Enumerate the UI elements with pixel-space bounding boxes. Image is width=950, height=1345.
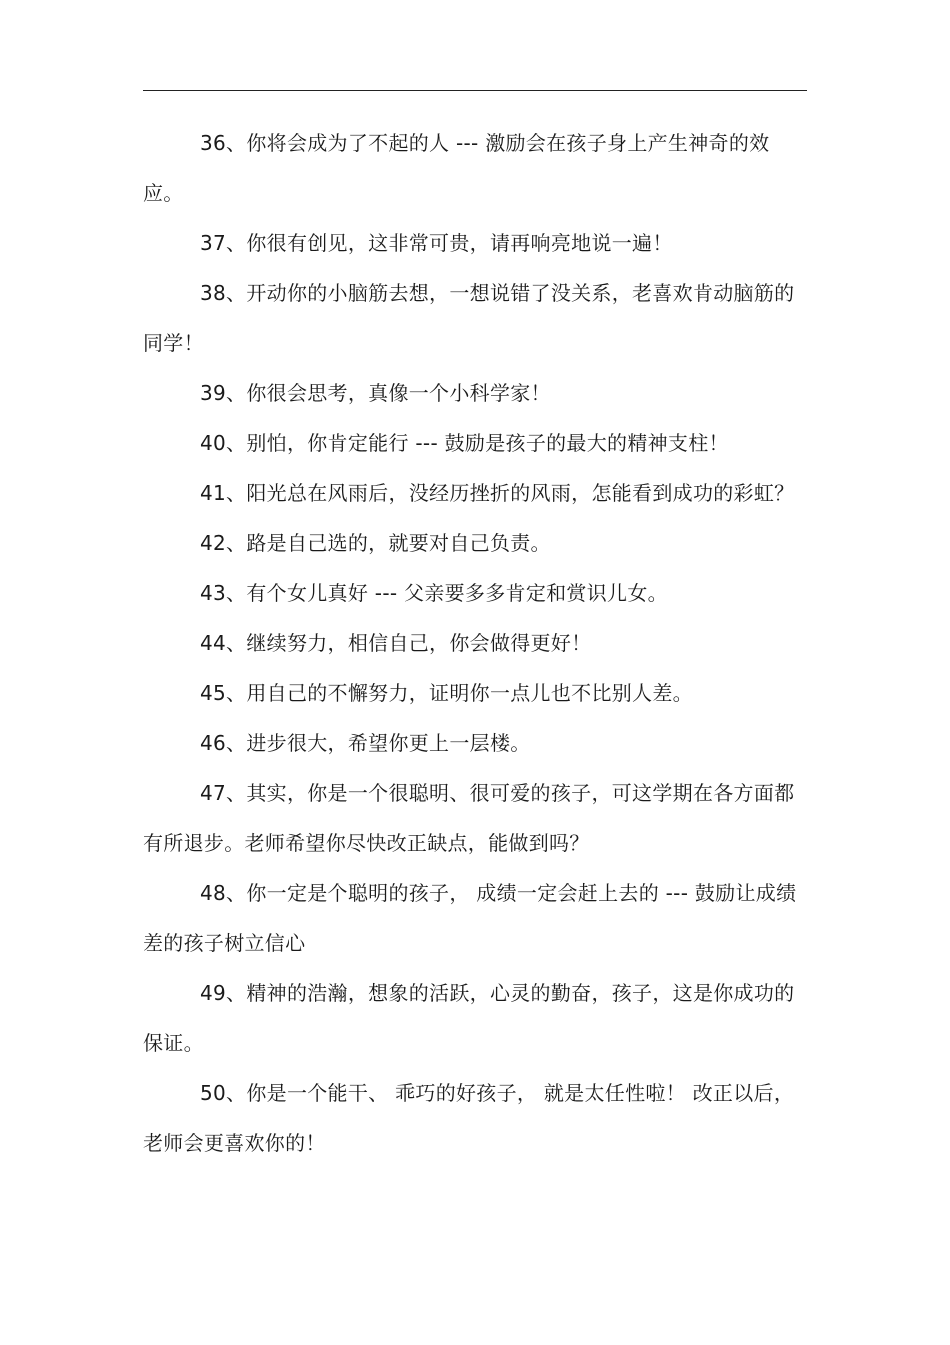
- list-item-37: 37、你很有创见，这非常可贵，请再响亮地说一遍！: [200, 231, 673, 255]
- list-item-44: 44、继续努力，相信自己，你会做得更好！: [200, 631, 592, 655]
- top-divider: [143, 90, 807, 91]
- list-item-39: 39、你很会思考，真像一个小科学家！: [200, 381, 551, 405]
- list-item-50: 50、你是一个能干、 乖巧的好孩子， 就是太任性啦！ 改正以后，老师会更喜欢你的！: [143, 1081, 795, 1155]
- list-item-36: 36、你将会成为了不起的人 --- 激励会在孩子身上产生神奇的效应。: [143, 131, 770, 205]
- list-item-38: 38、开动你的小脑筋去想，一想说错了没关系，老喜欢肯动脑筋的同学！: [143, 281, 795, 355]
- list-item-48: 48、你一定是个聪明的孩子， 成绩一定会赶上去的 --- 鼓励让成绩差的孩子树立信心: [143, 881, 797, 955]
- list-item-42: 42、路是自己选的，就要对自己负责。: [200, 531, 551, 555]
- list-item-49: 49、精神的浩瀚，想象的活跃，心灵的勤奋，孩子，这是你成功的保证。: [143, 981, 795, 1055]
- list-item-43: 43、有个女儿真好 --- 父亲要多多肯定和赏识儿女。: [200, 581, 668, 605]
- list-item-47: 47、其实，你是一个很聪明、很可爱的孩子，可这学期在各方面都有所退步。老师希望你尽快改正缺点，能做到吗？: [143, 781, 795, 855]
- document-body: [143, 118, 807, 1168]
- list-item-46: 46、进步很大，希望你更上一层楼。: [200, 731, 531, 755]
- list-item-41: 41、阳光总在风雨后，没经历挫折的风雨，怎能看到成功的彩虹？: [200, 481, 795, 505]
- list-item-45: 45、用自己的不懈努力，证明你一点儿也不比别人差。: [200, 681, 693, 705]
- list-item-40: 40、别怕，你肯定能行 --- 鼓励是孩子的最大的精神支柱！: [200, 431, 729, 455]
